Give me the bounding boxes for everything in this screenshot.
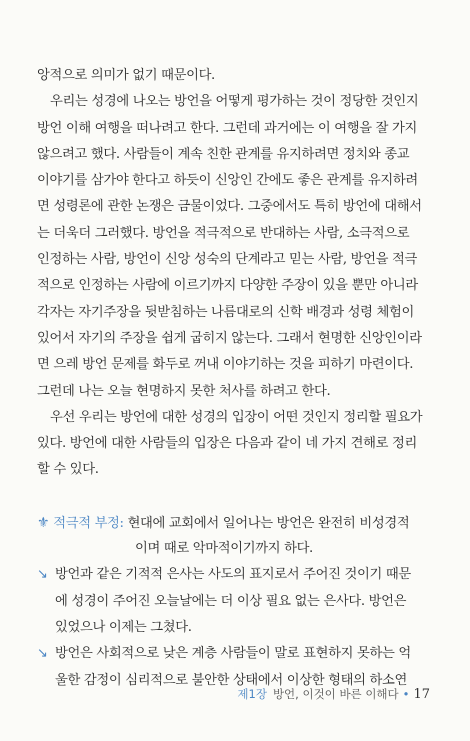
section-spacer: [37, 484, 439, 510]
paragraph-line: 이야기를 삼가야 한다고 하듯이 신앙인 간에도 좋은 관계를 유지하려: [37, 173, 418, 189]
callout-line: [37, 510, 439, 536]
paragraph-line: 있다. 방언에 대한 사람들의 입장은 다음과 같이 네 가지 견해로 정리: [37, 436, 418, 452]
arrow-bullet-icon: ↘: [37, 567, 48, 583]
paragraph-line: 방언 이해 여행을 떠나려고 한다. 그런데 과거에는 이 여행을 잘 가지: [37, 120, 418, 136]
callout-line: 이며 때로 악마적이기까지 하다.: [135, 541, 313, 557]
paragraph-line: 각자는 자기주장을 뒷받침하는 나름대로의 신학 배경과 성령 체험이: [37, 304, 414, 320]
paragraph-line: 적으로 인정하는 사람에 이르기까지 다양한 주장이 있을 뿐만 아니라: [37, 278, 418, 294]
page-number: 17: [413, 687, 430, 702]
bullet-item: [37, 641, 439, 667]
bullet-text: 에 성경이 주어진 오늘날에는 더 이상 필요 없는 은사다. 방언은: [55, 593, 407, 609]
bullet-text: 울한 감정이 심리적으로 불안한 상태에서 이상한 형태의 하소연: [55, 672, 408, 688]
paragraph-line: 우리는 성경에 나오는 방언을 어떻게 평가하는 것이 정당한 것인지: [50, 94, 419, 110]
paragraph-line: 있어서 자기의 주장을 쉽게 굽히지 않는다. 그래서 현명한 신앙인이라: [37, 330, 422, 346]
callout-label: 적극적 부정:: [53, 515, 124, 531]
chapter-label: 제1장: [237, 687, 267, 701]
paragraph-line: 면 으레 방언 문제를 화두로 꺼내 이야기하는 것을 피하기 마련이다.: [37, 357, 414, 373]
paragraph-line: 그런데 나는 오늘 현명하지 못한 처사를 하려고 한다.: [37, 383, 331, 399]
paragraph-line: 앙적으로 의미가 없기 때문이다.: [37, 68, 215, 83]
paragraph-line: 인정하는 사람, 방언이 신앙 성숙의 단계라고 믿는 사람, 방언을 적극: [37, 252, 418, 268]
callout-text: 현대에 교회에서 일어나는 방언은 완전히 비성경적: [123, 515, 410, 531]
paragraph-line: 는 더욱더 그러했다. 방언을 적극적으로 반대하는 사람, 소극적으로: [37, 225, 410, 241]
paragraph-line: 할 수 있다.: [37, 462, 99, 478]
arrow-bullet-icon: ↘: [37, 646, 48, 662]
chapter-title: 방언, 이것이 바른 이해다: [272, 687, 399, 701]
fleur-de-lis-icon: ⚜: [37, 514, 50, 531]
bullet-text: 있었으나 이제는 그쳤다.: [55, 619, 192, 635]
body-text: [37, 63, 439, 694]
bullet-text: 방언과 같은 기적적 은사는 사도의 표지로서 주어진 것이기 때문: [55, 567, 411, 583]
separator-dot: •: [402, 687, 410, 701]
bullet-item: [37, 562, 439, 588]
paragraph-line: 않으려고 했다. 사람들이 계속 친한 관계를 유지하려면 정치와 종교: [37, 146, 410, 162]
page-footer: [237, 686, 430, 702]
paragraph-line: 우선 우리는 방언에 대한 성경의 입장이 어떤 것인지 정리할 필요가: [50, 409, 423, 425]
bullet-text: 방언은 사회적으로 낮은 계층 사람들이 말로 표현하지 못하는 억: [55, 646, 411, 662]
paragraph-line: 면 성령론에 관한 논쟁은 금물이었다. 그중에서도 특히 방언에 대해서: [37, 199, 422, 215]
